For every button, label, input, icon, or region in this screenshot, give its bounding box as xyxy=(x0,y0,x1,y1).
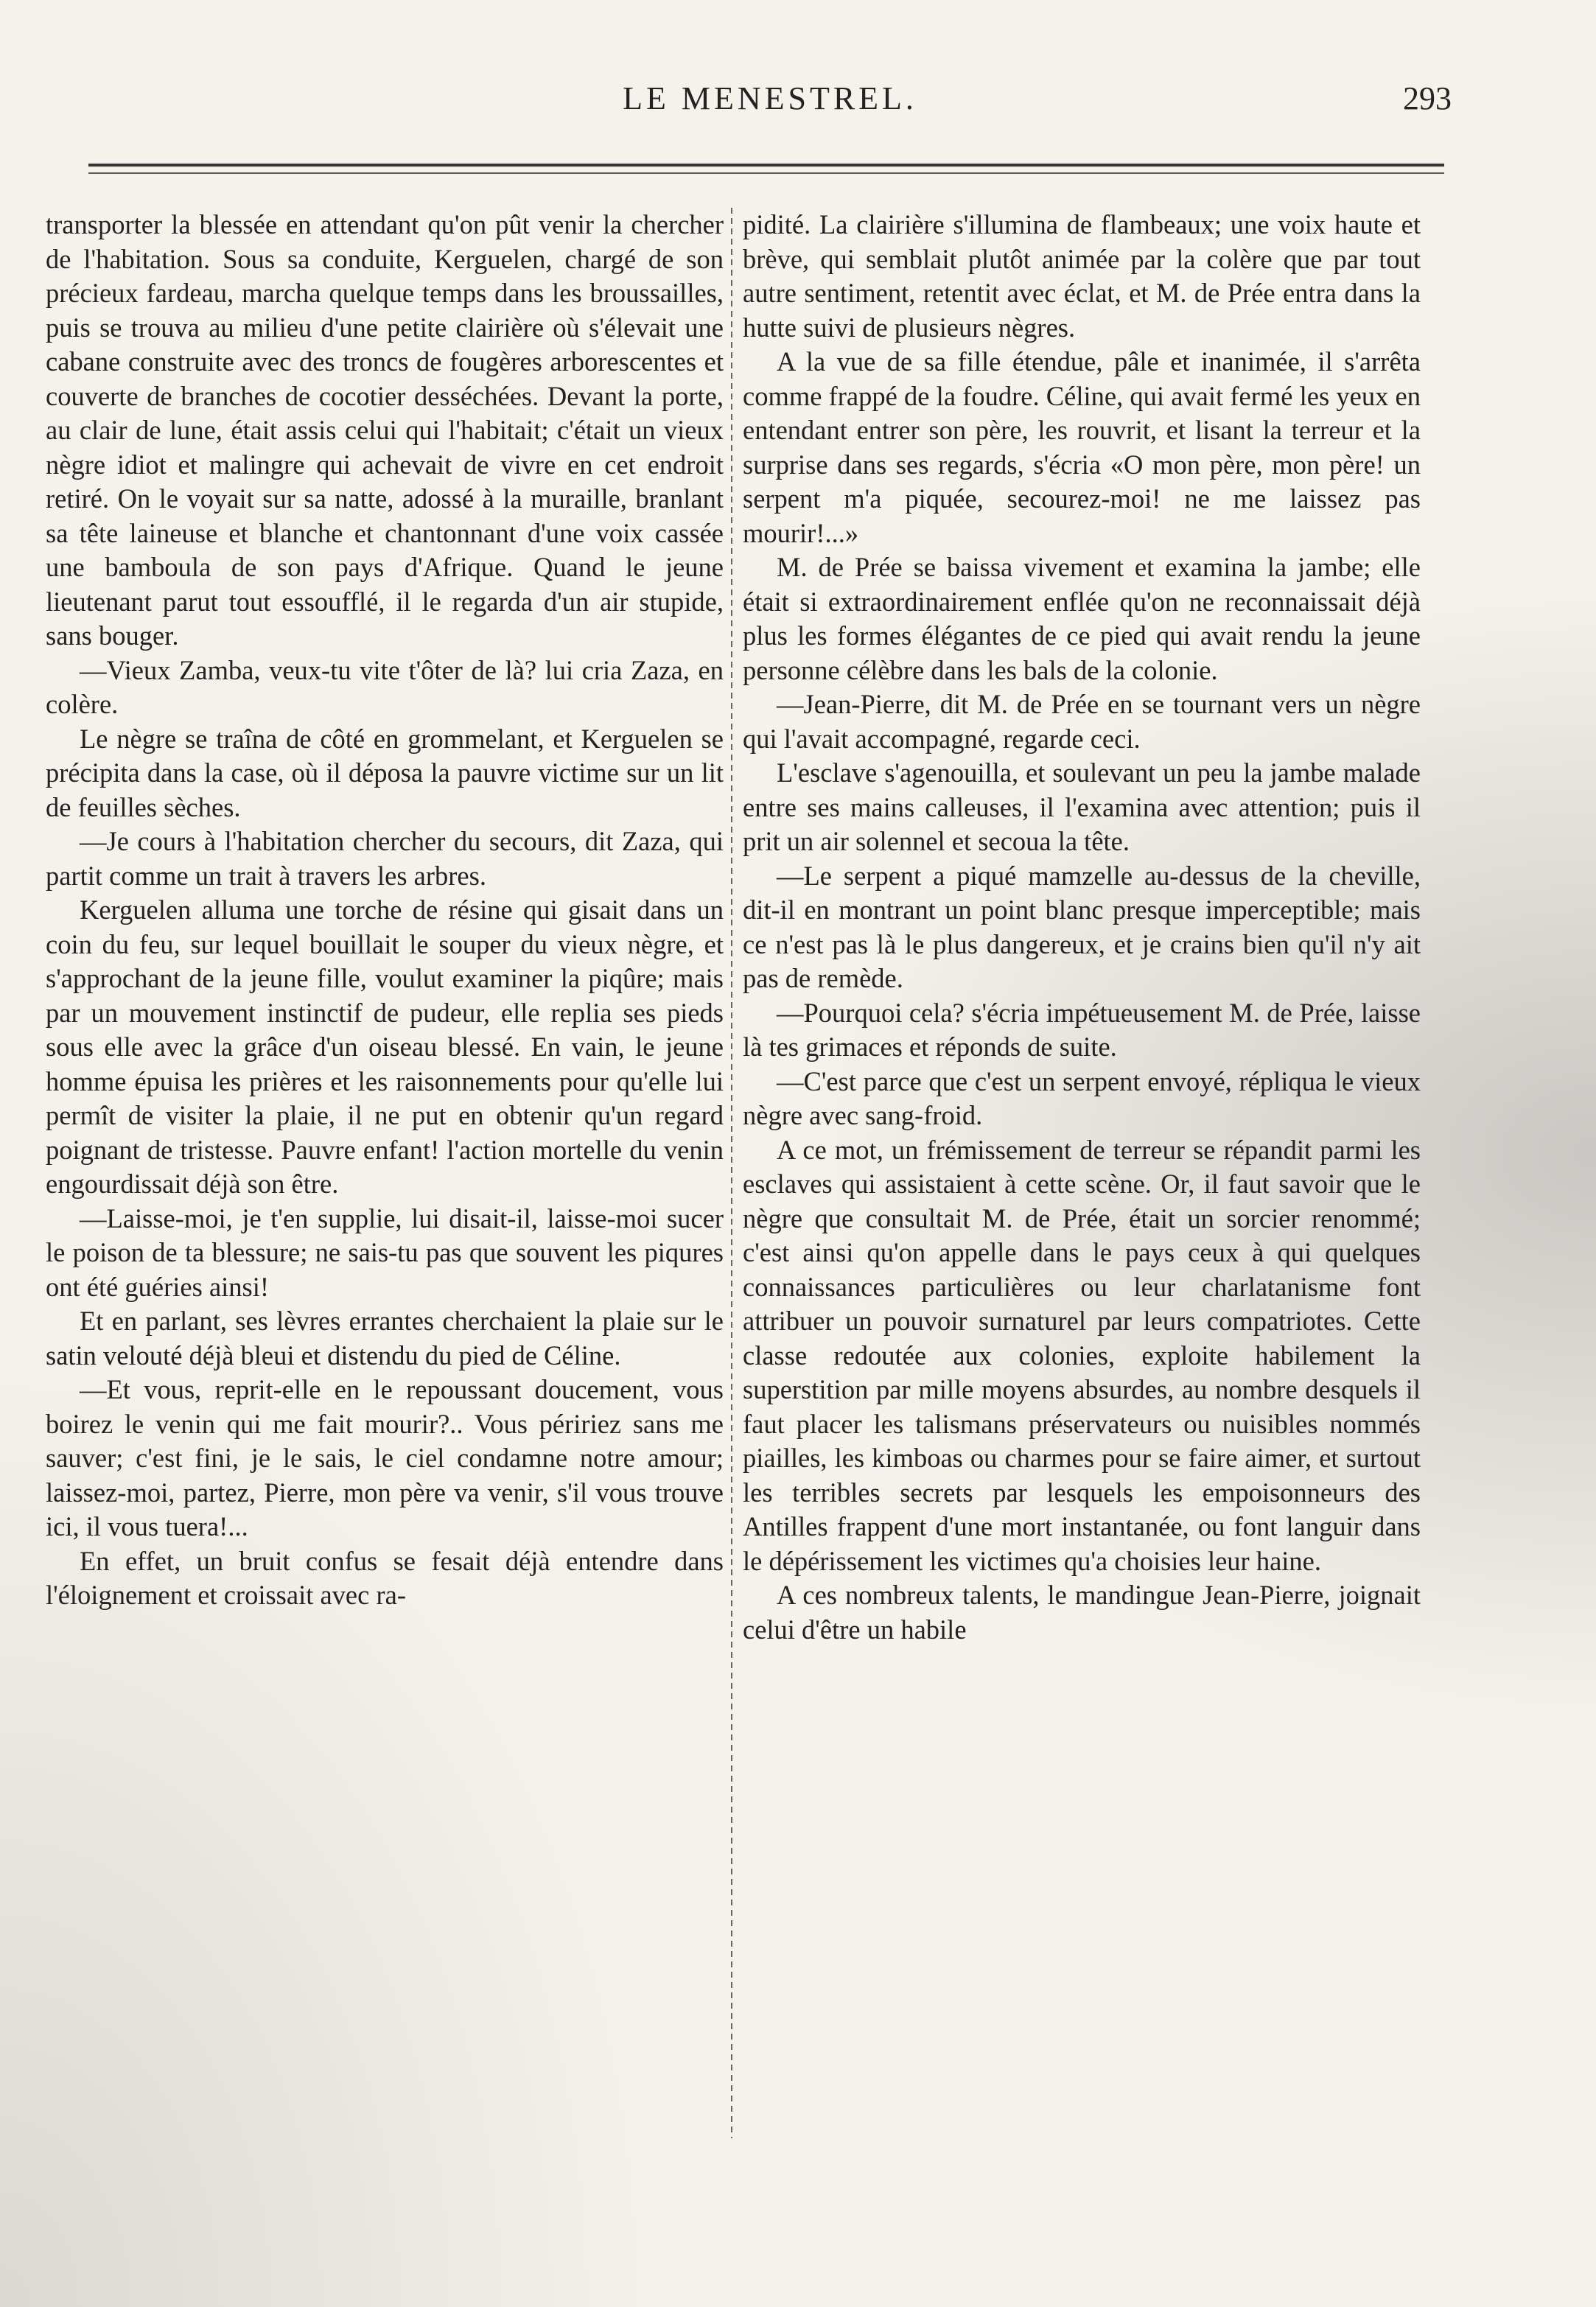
paragraph: —Et vous, reprit-elle en le repoussant doucement, vous boirez le venin qui me fait mourir?.. Vous péririez sans me sauver; c'est fini, je le sais, le ciel condamne notre amour; laissez-moi, partez, Pierre, mon père va venir, s'il vous trouve ici, il vous tuera!... xyxy=(46,1374,724,1541)
right-column xyxy=(743,208,1421,2138)
paragraph: —Je cours à l'habitation chercher du secours, dit Zaza, qui partit comme un trait à travers les arbres. xyxy=(46,826,724,891)
paragraph: —Pourquoi cela? s'écria impétueusement M. de Prée, laisse là tes grimaces et réponds de suite. xyxy=(743,997,1421,1062)
paragraph: Kerguelen alluma une torche de résine qui gisait dans un coin du feu, sur lequel bouillait le souper du vieux nègre, et s'approchant de la jeune fille, voulut examiner la piqûre; mais par un mouvement instinctif de pudeur, elle replia ses pieds sous elle avec la grâce d'un oiseau blessé. En vain, le jeune homme épuisa les prières et les raisonnements pour qu'elle lui permît de visiter la plaie, il ne put en obtenir qu'un regard poignant de tristesse. Pauvre enfant! l'action mortelle du venin engourdissait déjà son être. xyxy=(46,895,724,1199)
paragraph: pidité. La clairière s'illumina de flambeaux; une voix haute et brève, qui semblait plutôt animée par la colère que par tout autre sentiment, retentit avec éclat, et M. de Prée entra dans la hutte suivi de plusieurs nègres. xyxy=(743,209,1421,343)
paragraph: Le nègre se traîna de côté en grommelant, et Kerguelen se précipita dans la case, où il déposa la pauvre victime sur un lit de feuilles sèches. xyxy=(46,723,724,822)
paragraph: —Jean-Pierre, dit M. de Prée en se tournant vers un nègre qui l'avait accompagné, regarde ceci. xyxy=(743,689,1421,754)
paragraph: transporter la blessée en attendant qu'on pût venir la chercher de l'habitation. Sous sa conduite, Kerguelen, chargé de son précieux fardeau, marcha quelque temps dans les broussailles, puis se trouva au milieu d'une petite clairière où s'élevait une cabane construite avec des troncs de fougères arborescentes et couverte de branches de cocotier desséchées. Devant la porte, au clair de lune, était assis celui qui l'habitait; c'était un vieux nègre idiot et malingre qui achevait de vivre en cet endroit retiré. On le voyait sur sa natte, adossé à la muraille, branlant sa tête laineuse et blanche et chantonnant d'une voix cassée une bamboula de son pays d'Afrique. Quand le jeune lieutenant parut tout essoufflé, il le regarda d'un air stupide, sans bouger. xyxy=(46,209,724,651)
journal-title: LE MENESTREL. xyxy=(623,80,917,116)
paragraph: Et en parlant, ses lèvres errantes cherchaient la plaie sur le satin velouté déjà bleui et distendu du pied de Céline. xyxy=(46,1306,724,1370)
paragraph: A ce mot, un frémissement de terreur se répandit parmi les esclaves qui assistaient à cette scène. Or, il faut savoir que le nègre que consultait M. de Prée, était un sorcier renommé; c'est ainsi qu'on appelle dans le pays ceux à qui quelques connaissances particulières ou leur charlatanisme font attribuer un pouvoir surnaturel par leurs compatriotes. Cette classe redoutée aux colonies, exploite habilement la superstition par mille moyens absurdes, au nombre desquels il faut placer les talismans préservateurs ou nuisibles nommés piailles, les kimboas ou charmes pour se faire aimer, et surtout les terribles secrets par lesquels les empoisonneurs des Antilles frappent d'une mort instantanée, ou font languir dans le dépérissement les victimes qu'a choisies leur haine. xyxy=(743,1134,1421,1576)
header-rule-thin xyxy=(88,172,1444,174)
paragraph: —Laisse-moi, je t'en supplie, lui disait-il, laisse-moi sucer le poison de ta blessure; ne sais-tu pas que souvent les piqures ont été guéries ainsi! xyxy=(46,1202,724,1302)
paragraph: En effet, un bruit confus se fesait déjà entendre dans l'éloignement et croissait avec ra- xyxy=(46,1545,724,1610)
paragraph: A ces nombreux talents, le mandingue Jean-Pierre, joignait celui d'être un habile xyxy=(743,1580,1421,1645)
page-header xyxy=(88,80,1452,124)
page-number: 293 xyxy=(1403,80,1452,116)
paragraph: A la vue de sa fille étendue, pâle et inanimée, il s'arrêta comme frappé de la foudre. Céline, qui avait fermé les yeux en entendant entrer son père, les rouvrit, et lisant la terreur et la surprise dans ses regards, s'écria «O mon père, mon père! un serpent m'a piquée, secourez-moi! ne me laissez pas mourir!...» xyxy=(743,346,1421,548)
column-divider xyxy=(731,208,732,2138)
left-column xyxy=(46,208,724,2138)
paragraph: —Vieux Zamba, veux-tu vite t'ôter de là? lui cria Zaza, en colère. xyxy=(46,654,724,719)
paragraph: —C'est parce que c'est un serpent envoyé, répliqua le vieux nègre avec sang-froid. xyxy=(743,1065,1421,1130)
paragraph: L'esclave s'agenouilla, et soulevant un peu la jambe malade entre ses mains calleuses, il l'examina avec attention; puis il prit un air solennel et secoua la tête. xyxy=(743,757,1421,856)
paragraph: M. de Prée se baissa vivement et examina la jambe; elle était si extraordinairement enflée qu'on ne reconnaissait déjà plus les formes élégantes de ce pied qui avait rendu la jeune personne célèbre dans les bals de la colonie. xyxy=(743,552,1421,685)
header-rule-thick xyxy=(88,164,1444,167)
paragraph: —Le serpent a piqué mamzelle au-dessus de la cheville, dit-il en montrant un point blanc presque imperceptible; mais ce n'est pas là le plus dangereux, et je crains bien qu'il n'y ait pas de remède. xyxy=(743,860,1421,993)
